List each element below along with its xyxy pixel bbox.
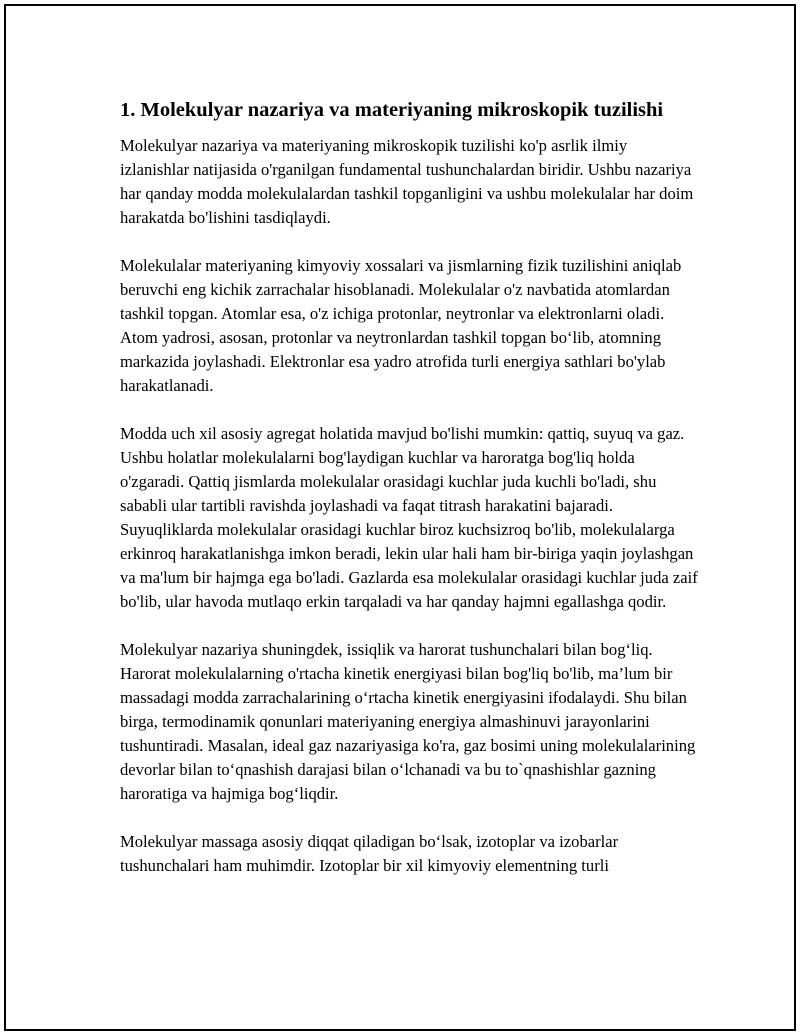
paragraph-2: Molekulalar materiyaning kimyoviy xossalari va jismlarning fizik tuzilishini aniqlab beruvchi eng kichik zarrachalar hisoblanadi. Molekulalar o'z navbatida atomlardan tashkil topgan. Atomlar esa, o'z ichiga protonlar, neytronlar va elektronlarni oladi. Atom yadrosi, asosan, protonlar va neytronlardan tashkil topgan bo‘lib, atomning markazida joylashadi. Elektronlar esa yadro atrofida turli energiya sathlari bo'ylab harakatlanadi. [120,256,682,395]
page-frame [4,4,796,1031]
paragraph-5: Molekulyar massaga asosiy diqqat qiladigan bo‘lsak, izotoplar va izobarlar tushunchalari ham muhimdir. Izotoplar bir xil kimyoviy elementning turli [120,832,619,875]
paragraph-4: Molekulyar nazariya shuningdek, issiqlik va harorat tushunchalari bilan bog‘liq. Harorat molekulalarning o'rtacha kinetik energiyasi bilan bog'liq bo'lib, ma’lum bir massadagi modda zarrachalarining o‘rtacha kinetik energiyasini ifodalaydi. Shu bilan birga, termodinamik qonunlari materiyaning energiya almashinuvi jarayonlarini tushuntiradi. Masalan, ideal gaz nazariyasiga ko'ra, gaz bosimi uning molekulalarining devorlar bilan to‘qnashish darajasi bilan o‘lchanadi va bu to`qnashishlar gazning haroratiga va hajmiga bog‘liqdir. [120,640,696,803]
paragraph-3: Modda uch xil asosiy agregat holatida mavjud bo'lishi mumkin: qattiq, suyuq va gaz. Ushbu holatlar molekulalarni bog'laydigan kuchlar va haroratga bog'liq holda o'zgaradi. Qattiq jismlarda molekulalar orasidagi kuchlar juda kuchli bo'ladi, shu sababli ular tartibli ravishda joylashadi va faqat titrash harakatini bajaradi. Suyuqliklarda molekulalar orasidagi kuchlar biroz kuchsizroq bo'lib, molekulalarga erkinroq harakatlanishga imkon beradi, lekin ular hali ham bir-biriga yaqin joylashgan va ma'lum bir hajmga ega bo'ladi. Gazlarda esa molekulalar orasidagi kuchlar juda zaif bo'lib, ular havoda mutlaqo erkin tarqaladi va har qanday hajmni egallashga qodir. [120,424,698,611]
paragraph-1: Molekulyar nazariya va materiyaning mikroskopik tuzilishi ko'p asrlik ilmiy izlanishlar natijasida o'rganilgan fundamental tushunchalardan biridir. Ushbu nazariya har qanday modda molekulalardan tashkil topganligini va ushbu molekulalar har doim harakatda bo'lishini tasdiqlaydi. [120,136,694,227]
section-heading: 1. Molekulyar nazariya va materiyaning mikroskopik tuzilishi [120,99,664,121]
page-content [120,96,700,902]
